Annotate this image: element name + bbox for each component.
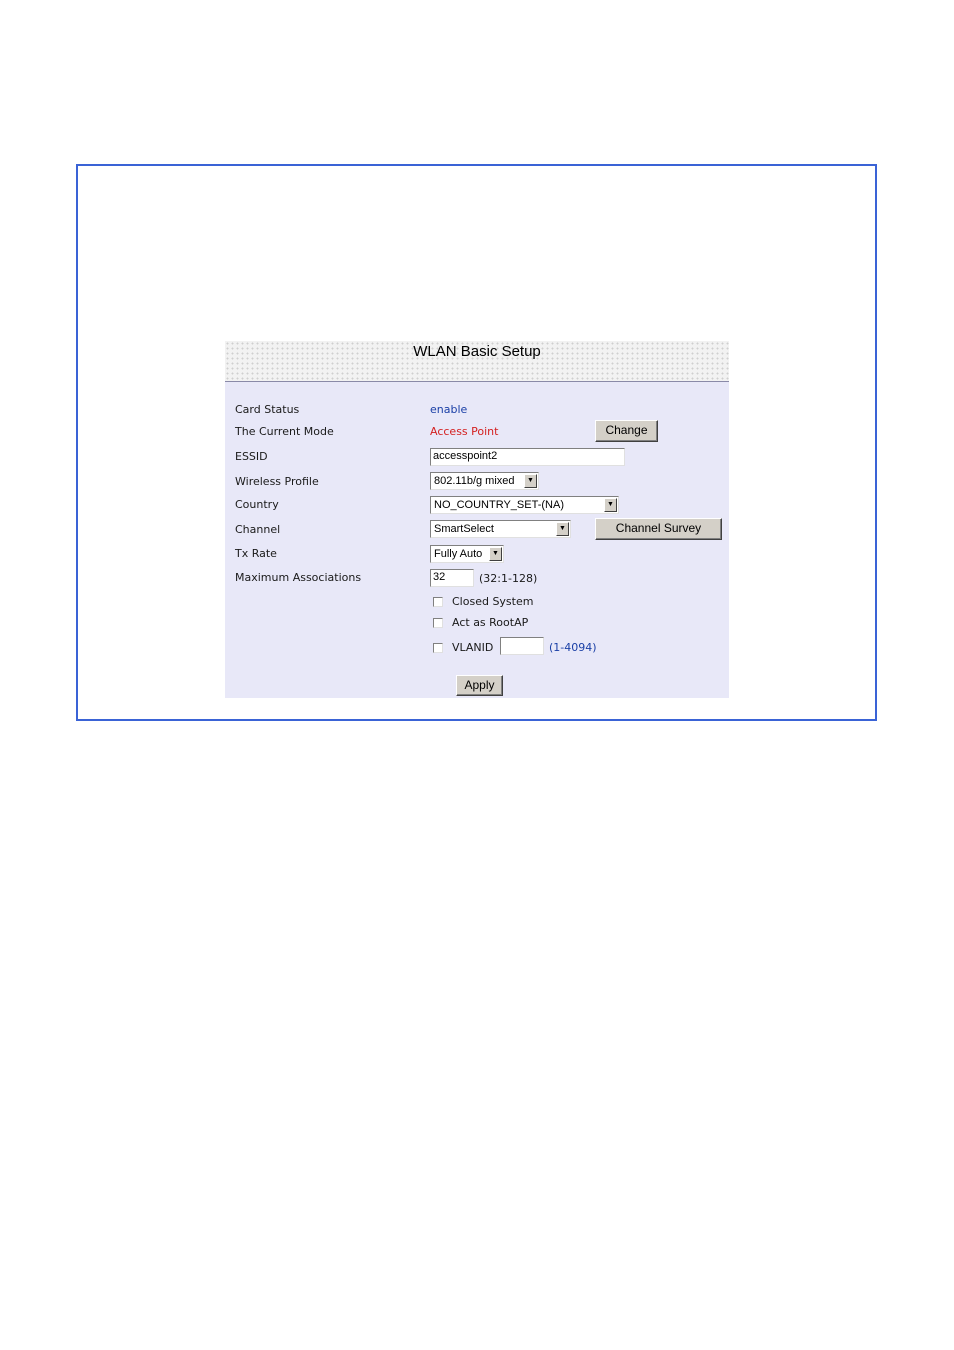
dropdown-arrow-icon[interactable]: ▼	[489, 547, 502, 561]
essid-label: ESSID	[235, 450, 268, 463]
max-associations-label: Maximum Associations	[235, 571, 362, 584]
current-mode-value: Access Point	[430, 425, 499, 438]
country-label: Country	[235, 498, 279, 511]
vlanid-input[interactable]	[500, 637, 544, 655]
wireless-profile-label: Wireless Profile	[235, 475, 319, 488]
vlanid-hint: (1-4094)	[549, 641, 597, 654]
channel-label: Channel	[235, 523, 281, 536]
closed-system-label: Closed System	[452, 595, 534, 608]
change-mode-button[interactable]: Change	[595, 420, 658, 442]
max-associations-hint: (32:1-128)	[479, 572, 538, 585]
tx-rate-select[interactable]	[430, 545, 504, 563]
act-as-rootap-label: Act as RootAP	[452, 616, 529, 629]
vlanid-label: VLANID	[452, 641, 494, 654]
apply-button[interactable]: Apply	[456, 675, 503, 696]
country-select[interactable]	[430, 496, 619, 514]
wlan-basic-setup-panel	[225, 341, 729, 698]
vlanid-checkbox[interactable]	[433, 643, 443, 653]
tx-rate-label: Tx Rate	[235, 547, 277, 560]
tx-rate-selected: Fully Auto	[434, 548, 483, 560]
current-mode-label: The Current Mode	[235, 425, 334, 438]
card-status-value: enable	[430, 403, 468, 416]
country-selected: NO_COUNTRY_SET-(NA)	[434, 499, 564, 511]
wireless-profile-select[interactable]	[430, 472, 539, 490]
channel-survey-button[interactable]: Channel Survey	[595, 518, 722, 540]
dropdown-arrow-icon[interactable]: ▼	[524, 474, 537, 488]
act-as-rootap-checkbox[interactable]	[433, 618, 443, 628]
panel-header	[225, 341, 729, 382]
essid-input[interactable]: accesspoint2	[430, 448, 625, 466]
closed-system-checkbox[interactable]	[433, 597, 443, 607]
dropdown-arrow-icon[interactable]: ▼	[604, 498, 617, 512]
max-associations-input[interactable]: 32	[430, 569, 474, 587]
panel-title: WLAN Basic Setup	[413, 343, 541, 360]
channel-select[interactable]	[430, 520, 571, 538]
wireless-profile-selected: 802.11b/g mixed	[434, 475, 515, 487]
channel-selected: SmartSelect	[434, 523, 494, 535]
card-status-label: Card Status	[235, 403, 300, 416]
dropdown-arrow-icon[interactable]: ▼	[556, 522, 569, 536]
